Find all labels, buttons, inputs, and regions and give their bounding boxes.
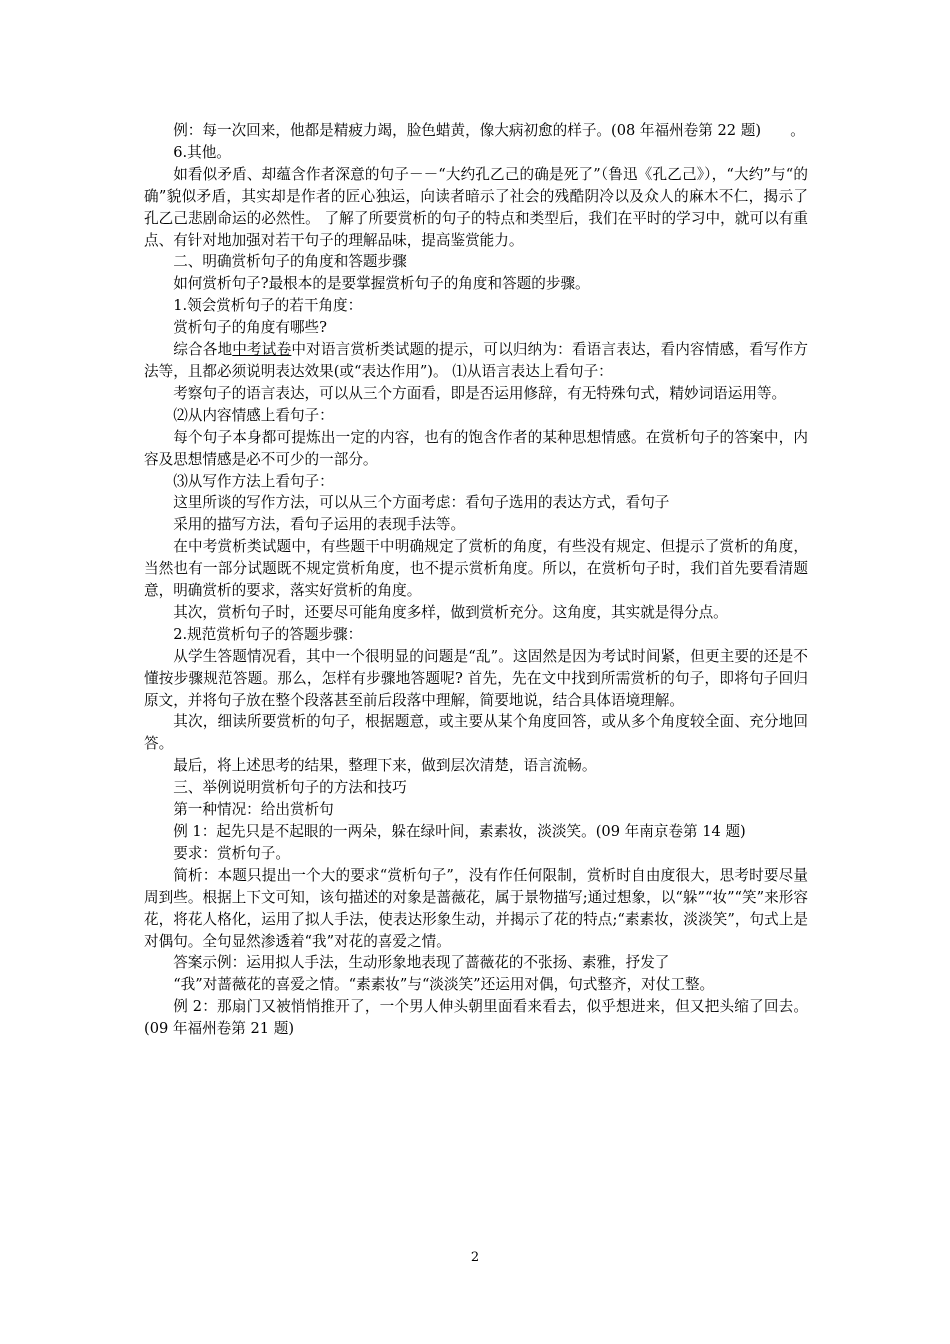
paragraph: 这里所谈的写作方法，可以从三个方面考虑：看句子选用的表达方式，看句子 xyxy=(173,494,670,512)
paragraph: 第一种情况：给出赏析句 xyxy=(173,801,334,819)
subsection-heading: 1.领会赏析句子的若干角度： xyxy=(173,297,363,315)
paragraph xyxy=(144,339,808,383)
paragraph: 6.其他。 xyxy=(173,143,231,161)
exam-paper-link[interactable]: 中考试卷 xyxy=(232,341,292,359)
paragraph: 采用的描写方法，看句子运用的表现手法等。 xyxy=(173,516,466,534)
paragraph: 在中考赏析类试题中，有些题干中明确规定了赏析的角度，有些没有规定、但提示了赏析的角度，当然也有一部分试题既不规定赏析角度，也不提示赏析角度。所以，在赏析句子时，我们首先要看清题意，明确赏析的要求，落实好赏析的角度。 xyxy=(144,538,808,600)
paragraph: 如看似矛盾、却蕴含作者深意的句子－－“大约孔乙己的确是死了”（鲁迅《孔乙己》），“大约”与“的确”貌似矛盾，其实却是作者的匠心独运，向读者暗示了社会的残酷阴冷以及众人的麻木不仁，揭示了孔乙己悲剧命运的必然性。 了解了所要赏析的句子的特点和类型后，我们在平时的学习中，就可以有重点、有针对地加强对若干句子的理解品味，提高鉴赏能力。 xyxy=(144,165,808,249)
section-heading: 三、举例说明赏析句子的方法和技巧 xyxy=(173,779,407,797)
paragraph: 如何赏析句子?最根本的是要掌握赏析句子的角度和答题的步骤。 xyxy=(173,275,590,293)
subsection-heading: 2.规范赏析句子的答题步骤： xyxy=(173,625,363,643)
paragraph-text: 综合各地 xyxy=(173,341,233,359)
paragraph: 例 1：起先只是不起眼的一两朵，躲在绿叶间，素素妆，淡淡笑。(09 年南京卷第 14 题) xyxy=(173,823,746,840)
paragraph: 最后，将上述思考的结果，整理下来，做到层次清楚，语言流畅。 xyxy=(173,757,597,775)
paragraph: 每个句子本身都可提炼出一定的内容，也有的饱含作者的某种思想情感。在赏析句子的答案中，内容及思想情感是必不可少的一部分。 xyxy=(144,428,808,468)
paragraph: 赏析句子的角度有哪些? xyxy=(173,319,327,337)
section-heading: 二、明确赏析句子的角度和答题步骤 xyxy=(173,253,407,271)
paragraph: 答案示例：运用拟人手法，生动形象地表现了蔷薇花的不张扬、素雅，抒发了 xyxy=(173,954,670,972)
paragraph: 考察句子的语言表达，可以从三个方面看，即是否运用修辞，有无特殊句式，精妙词语运用等。 xyxy=(173,384,787,402)
paragraph-text: 中对语言赏析类试题的提示，可以归纳为：看语言表达，看内容情感，看写作方法等，且都必须说明表达效果(或“表达作用”)。 ⑴从语言表达上看句子： xyxy=(144,341,808,380)
paragraph: 其次，赏析句子时，还要尽可能角度多样，做到赏析充分。这角度，其实就是得分点。 xyxy=(173,603,728,621)
paragraph: 从学生答题情况看，其中一个很明显的问题是“乱”。这固然是因为考试时间紧，但更主要的还是不懂按步骤规范答题。那么，怎样有步骤地答题呢? 首先，先在文中找到所需赏析的句子，即将句子回归原文，并将句子放在整个段落甚至前后段落中理解，简要地说，结合具体语境理解。 xyxy=(144,647,808,709)
paragraph: “我”对蔷薇花的喜爱之情。“素素妆”与“淡淡笑”还运用对偶，句式整齐，对仗工整。 xyxy=(173,976,715,994)
paragraph: 其次，细读所要赏析的句子，根据题意，或主要从某个角度回答，或从多个角度较全面、充分地回答。 xyxy=(144,713,808,753)
paragraph: 要求：赏析句子。 xyxy=(173,844,290,862)
document-body xyxy=(144,120,808,1040)
subsection-heading: ⑵从内容情感上看句子： xyxy=(173,406,334,424)
paragraph: 例：每一次回来，他都是精疲力竭，脸色蜡黄，像大病初愈的样子。(08 年福州卷第 22 题) 。 xyxy=(173,122,805,139)
page-number: 2 xyxy=(470,1250,480,1265)
paragraph: 例 2：那扇门又被悄悄推开了，一个男人伸头朝里面看来看去，似乎想进来，但又把头缩了回去。(09 年福州卷第 21 题) xyxy=(144,998,808,1038)
subsection-heading: ⑶从写作方法上看句子： xyxy=(173,472,334,490)
paragraph: 简析：本题只提出一个大的要求“赏析句子”，没有作任何限制，赏析时自由度很大，思考时要尽量周到些。根据上下文可知，该句描述的对象是蔷薇花，属于景物描写;通过想象，以“躲”“妆”“笑”来形容花，将花人格化，运用了拟人手法，使表达形象生动，并揭示了花的特点;“素素妆，淡淡笑”，句式上是对偶句。全句显然渗透着“我”对花的喜爱之情。 xyxy=(144,866,808,950)
